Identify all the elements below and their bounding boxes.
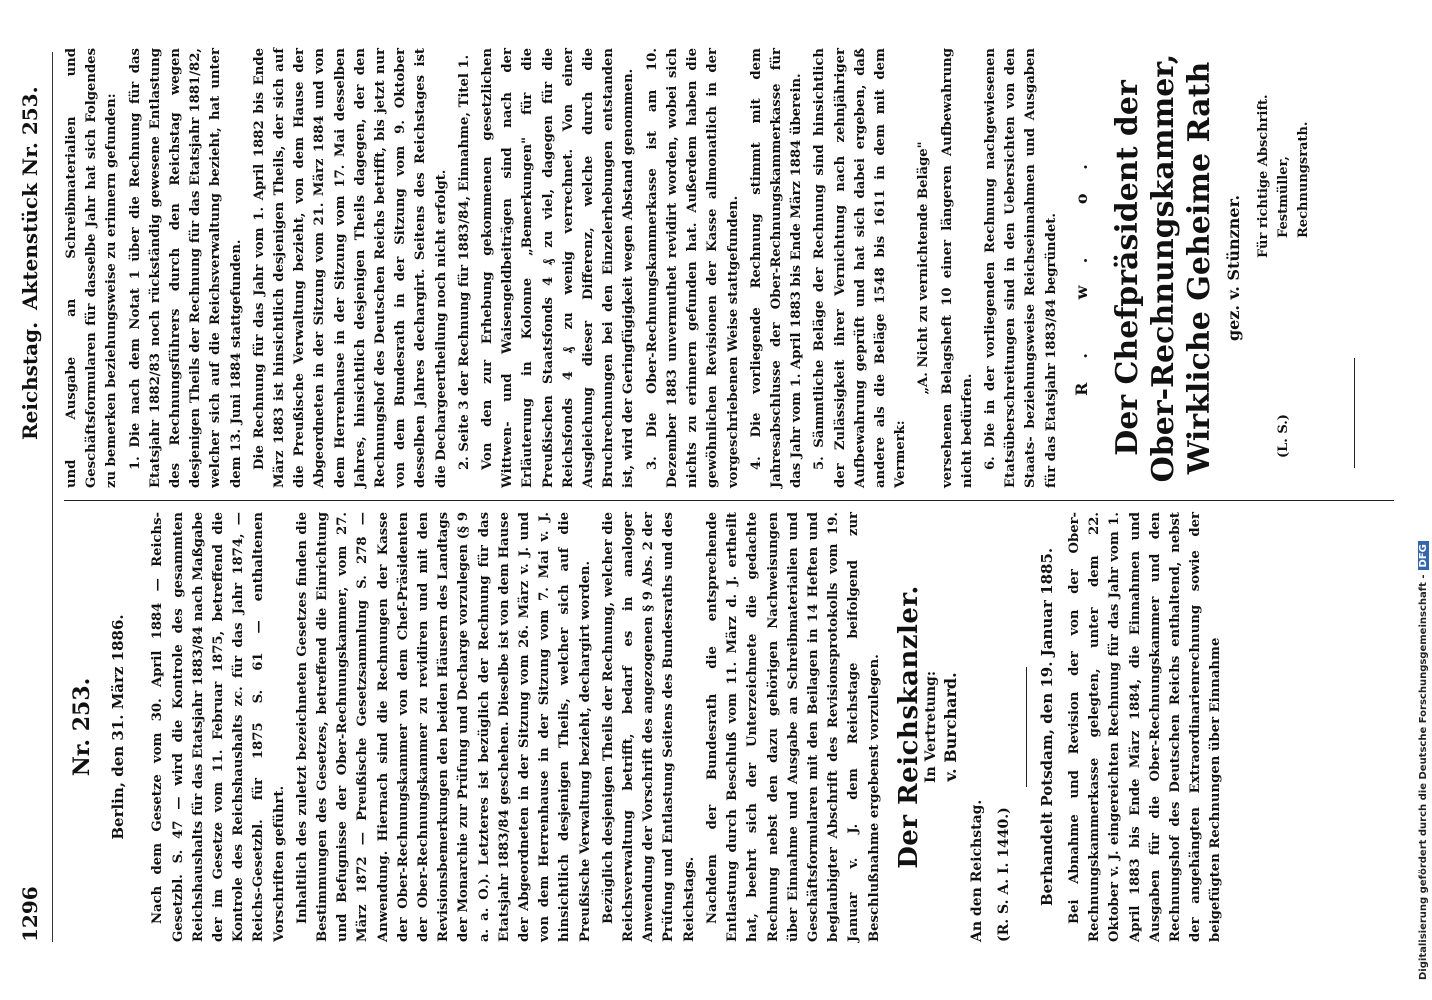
paragraph: Bezüglich desjenigen Theils der Rechnung, welcher die Reichsverwaltung betrifft, bedarf es in analoger Anwendung der Vorschrift des angezogenen § 9 Abs. 2 der Prüfung und Entlastung Seitens des Bundesraths und des Reichstags.	[600, 512, 697, 942]
quoted-note: „A. Nicht zu vernichtende Beläge"	[916, 141, 932, 395]
certification-block	[1244, 48, 1394, 488]
signature-sub: In Vertretung:	[922, 671, 939, 783]
address-reference: (R. S. A. I. 1440.)	[995, 807, 1012, 942]
date-line: Berlin, den 31. März 1886.	[109, 614, 128, 840]
certification-line: Für richtige Abschrift.	[1256, 94, 1272, 258]
digitization-note	[1418, 20, 1429, 980]
paragraph: 6. Die in der vorliegenden Rechnung nachgewiesenen Etatsüberschreitungen sind in den Uebersichten von den Staats- beziehungsweise Reichseinnahmen und Ausgaben für das Etatsjahr 1883/84 begründet.	[982, 48, 1059, 488]
signature-name: v. Burchard.	[941, 672, 961, 782]
left-column	[62, 512, 1230, 942]
header-title-left: Reichstag.	[18, 321, 42, 440]
seal-mark: (L. S.)	[1276, 414, 1292, 458]
paragraph: 3. Die Ober-Rechnungskammerkasse ist am 10. Dezember 1883 unvermuthet revidirt worden, wobei sich nichts zu erinnern gefunden hat. Außerdem haben die gewöhnlichen Revisionen der Kasse allmonatlich in der vorgeschriebenen Weise stattgefunden.	[644, 48, 741, 488]
certifier-name: Festmüller,	[1276, 156, 1292, 238]
digitization-text: Digitalisierung gefördert durch die Deutsche Forschungsgemeinschaft -	[1418, 574, 1429, 980]
paragraph: Von den zur Erhebung gekommenen gesetzlichen Wittwen- und Waisengeldbeiträgen sind nach der Erläuterung in Kolonne „Bemerkungen" für die Preußischen Staatsfonds 4 ₰ zu viel, dagegen für die Reichsfonds 4 ₰ zu wenig verrechnet. Von einer Ausgleichung dieser Differenz, welche durch die Bruchrechnungen bei den Einzelerhebungen entstanden ist, wird der Geringfügigkeit wegen Abstand genommen.	[480, 48, 637, 488]
paragraph: und Ausgabe an Schreibmaterialien und Geschäftsformularen für dasselbe Jahr hat sich Folgendes zu bemerken beziehungsweise zu erinnern gefunden:	[64, 48, 120, 488]
address-line: An den Reichstag.	[969, 799, 986, 942]
dfg-logo: DFG	[1418, 541, 1429, 570]
column-divider	[64, 500, 1394, 501]
paragraph: 5. Sämmtliche Beläge der Rechnung sind hinsichtlich der Zulässigkeit ihrer Vernichtung nach zehnjähriger Aufbewahrung geprüft und hat sich dabei ergeben, daß andere als die Beläge 1548 bis 1611 in dem mit dem Vermerk:	[812, 48, 909, 488]
header-title-center: Aktenstück Nr. 253.	[18, 86, 42, 310]
paragraph: 2. Seite 3 der Rechnung für 1883/84, Einnahme, Titel 1.	[456, 54, 472, 470]
final-signature: gez. v. Stünzner.	[1223, 194, 1243, 342]
paragraph: Inhaltlich des zuletzt bezeichneten Gesetzes finden die Bestimmungen des Gesetzes, betreffend die Einrichtung und Befugnisse der Ober-Rechnungskammer, vom 27. März 1872 — Preußische Gesetzsammlung S. 278 — Anwendung. Hiernach sind die Rechnungen der Kasse der Ober-Rechnungskammer von dem Chef-Präsidenten der Ober-Rechnungskammer zu revidiren und mit den Revisionsbemerkungen den beiden Häusern des Landtags der Monarchie zur Prüfung und Decharge vorzulegen (§ 9 a. a. O.). Letzteres ist bezüglich der Rechnung für das Etatsjahr 1883/84 geschehen. Dieselbe ist von dem Hause der Abgeordneten in der Sitzung vom 26. März v. J. und von dem Herrenhause in der Sitzung vom 7. Mai v. J. hinsichtlich desjenigen Theils, welcher sich auf die Preußische Verwaltung bezieht, dechargirt worden.	[294, 512, 593, 942]
seal-rule	[1354, 358, 1355, 468]
approval-letters: R. w. o.	[1071, 140, 1091, 396]
paragraph: Nachdem der Bundesrath die entsprechende Entlastung durch Beschluß vom 11. März d. J. ertheilt hat, beehrt sich der Unterzeichnete die gedachte Rechnung nebst den dazu gehörigen Nachweisungen über Einnahme und Ausgabe an Schreibmaterialien und Geschäftsformularen mit den Beilagen in 14 Heften und beglaubigter Abschrift des Revisionsprotokolls vom 19. Januar v. J. dem Reichstage beifolgend zur Beschlußnahme ergebenst vorzulegen.	[704, 512, 882, 942]
right-column	[62, 48, 1394, 488]
final-title: Der Chefpräsident der Ober-Rechnungskammer, Wirkliche Geheime Rath	[1109, 53, 1217, 483]
document-number-heading: Nr. 253.	[69, 677, 95, 777]
section-rule	[1026, 667, 1027, 787]
paragraph: Nach dem Gesetze vom 30. April 1884 — Reichs-Gesetzbl. S. 47 — wird die Kontrole des gesammten Reichshaushalts für das Etatsjahr 1883/84 nach Maßgabe der im Gesetze vom 11. Februar 1875, betreffend die Kontrole des Reichshaushalts zc. für das Jahr 1874, — Reichs-Gesetzbl. für 1875 S. 61 — enthaltenen Vorschriften geführt.	[150, 512, 287, 942]
paragraph: 4. Die vorliegende Rechnung stimmt mit dem Jahresabschlusse der Ober-Rechnungskammerkasse für das Jahr vom 1. April 1883 bis Ende März 1884 überein.	[748, 48, 805, 488]
paragraph: Bei Abnahme und Revision der von der Ober-Rechnungskammerkasse gelegten, unter dem 22. Oktober v. J. eingereichten Rechnung für das Jahr vom 1. April 1883 bis Ende März 1884, die Einnahmen und Ausgaben für die Ober-Rechnungskammer und den Rechnungshof des Deutschen Reichs enthaltend, nebst der angehängten Extraordinarienrechnung sowie der beigefügten Rechnungen über Einnahme	[1066, 512, 1224, 942]
page-number: 1296	[18, 886, 42, 942]
paragraph: 1. Die nach dem Notat 1 über die Rechnung für das Etatsjahr 1882/83 noch rückständig gewesene Entlastung des Rechnungsführers durch den Reichstag wegen desjenigen Theils der Rechnung für das Etatsjahr 1881/82, welcher sich auf die Reichsverwaltung bezieht, hat unter dem 13. Juni 1884 stattgefunden.	[127, 48, 244, 488]
paragraph: versehenen Belagsheft 10 einer längeren Aufbewahrung nicht bedürfen.	[939, 48, 975, 488]
second-date-line: Berhandelt Potsdam, den 19. Januar 1885.	[1037, 547, 1056, 907]
header-rule	[52, 52, 53, 942]
signature-office: Der Reichskanzler.	[893, 585, 924, 869]
certifier-title: Rechnungsrath.	[1296, 121, 1312, 238]
paragraph: Die Rechnung für das Jahr vom 1. April 1882 bis Ende März 1883 ist hinsichtlich desjenigen Theils, der sich auf die Preußische Verwaltung bezieht, von dem Hause der Abgeordneten in der Sitzung vom 21. März 1884 und von dem Herrenhause in der Sitzung vom 17. Mai desselben Jahres, hinsichtlich desjenigen Theils dagegen, der den Rechnungshof des Deutschen Reichs betrifft, bis jetzt nur von dem Bundesrath in der Sitzung vom 9. Oktober desselben Jahres dechargirt. Seitens des Reichstages ist die Dechargeertheilung noch nicht erfolgt.	[251, 48, 449, 488]
page-header	[0, 0, 56, 1000]
